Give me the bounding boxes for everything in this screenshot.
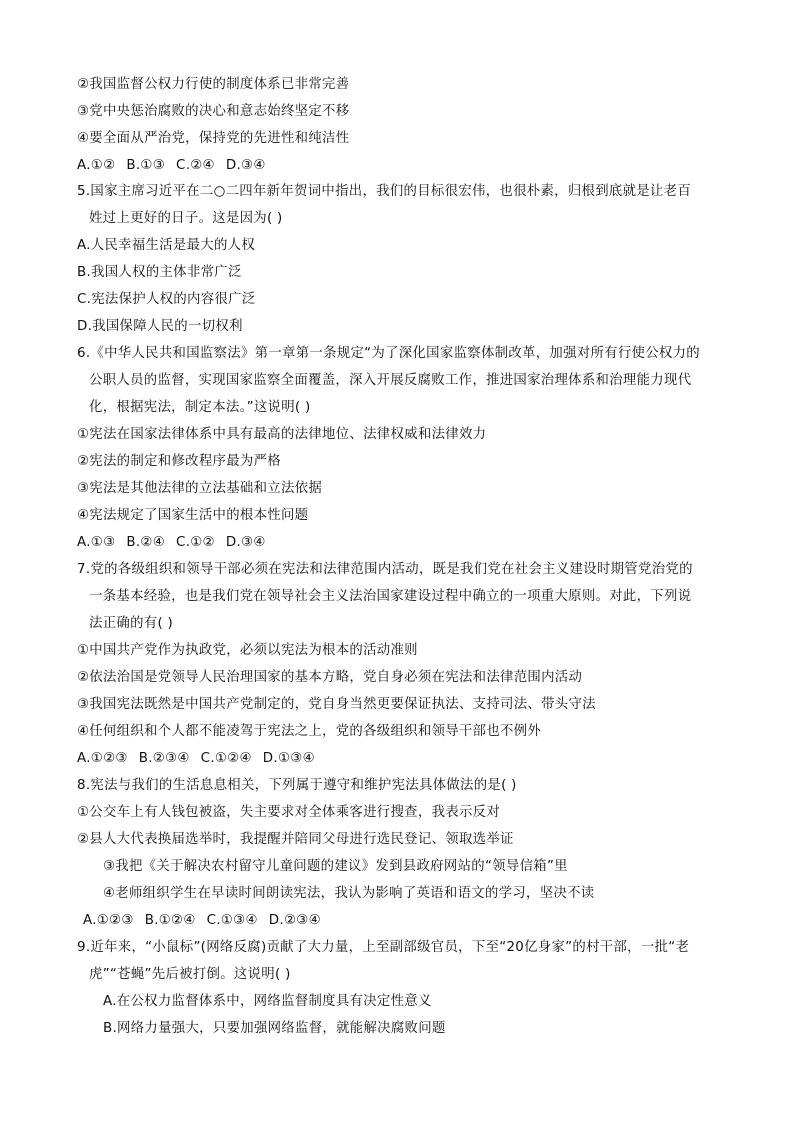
q9-option-a: A.在公权力监督体系中，网络监督制度具有决定性意义 (103, 994, 432, 1009)
q4-answer-a: A.①② (77, 158, 116, 173)
q7-answer-c: C.①②④ (200, 751, 252, 766)
q7-answer-choices (77, 749, 315, 769)
q8-answer-choices (83, 911, 321, 931)
q5-stem-line1: 5.国家主席习近平在二○二四年新年贺词中指出，我们的目标很宏伟，也很朴素，归根到底就是让老百 (77, 184, 692, 199)
q7-stem-line2: 一条基本经验，也是我们党在领导社会主义法治国家建设过程中确立的一项重大原则。对此，下列说 (89, 589, 692, 604)
q7-answer-b: B.②③④ (138, 751, 190, 766)
q9-stem-line1: 9.近年来，“小鼠标”(网络反腐)贡献了大力量，上至副部级官员，下至“20亿身家”的村干部，一批“老 (77, 940, 690, 955)
q8-answer-c: C.①③④ (206, 913, 258, 928)
q5-option-a: A.人民幸福生活是最大的人权 (77, 238, 256, 253)
q8-answer-a: A.①②③ (83, 913, 134, 928)
q7-option-2: ②依法治国是党领导人民治理国家的基本方略，党自身必须在宪法和法律范围内活动 (77, 670, 583, 685)
q4-answer-choices (77, 156, 266, 176)
q8-answer-d: D.②③④ (268, 913, 321, 928)
q4-option-4: ④要全面从严治党，保持党的先进性和纯洁性 (77, 131, 350, 146)
q4-answer-d: D.③④ (225, 158, 266, 173)
q6-answer-d: D.③④ (225, 535, 266, 550)
q7-answer-a: A.①②③ (77, 751, 128, 766)
q9-option-b: B.网络力量强大，只要加强网络监督，就能解决腐败问题 (103, 1021, 446, 1036)
q6-answer-c: C.①② (176, 535, 215, 550)
q5-stem-line2: 姓过上更好的日子。这是因为( ) (89, 211, 283, 226)
q6-stem-line2: 公职人员的监督，实现国家监察全面覆盖，深入开展反腐败工作，推进国家治理体系和治理能力现代 (89, 373, 692, 388)
q5-option-b: B.我国人权的主体非常广泛 (77, 265, 242, 280)
q4-answer-c: C.②④ (176, 158, 215, 173)
q8-option-2: ②县人大代表换届选举时，我提醒并陪同父母进行选民登记、领取选举证 (77, 832, 514, 847)
q5-option-c: C.宪法保护人权的内容很广泛 (77, 292, 256, 307)
q6-option-4: ④宪法规定了国家生活中的根本性问题 (77, 508, 309, 523)
q8-option-4: ④老师组织学生在早读时间朗读宪法，我认为影响了英语和语文的学习，坚决不读 (103, 886, 595, 901)
q6-option-3: ③宪法是其他法律的立法基础和立法依据 (77, 481, 323, 496)
q4-option-3: ③党中央惩治腐败的决心和意志始终坚定不移 (77, 104, 350, 119)
q4-option-2: ②我国监督公权力行使的制度体系已非常完善 (77, 77, 350, 92)
q7-option-4: ④任何组织和个人都不能凌驾于宪法之上，党的各级组织和领导干部也不例外 (77, 724, 542, 739)
q9-stem-line2: 虎”“苍蝇”先后被打倒。这说明( ) (89, 967, 291, 982)
q7-stem-line3: 法正确的有( ) (89, 616, 174, 631)
q8-stem-line1: 8.宪法与我们的生活息息相关，下列属于遵守和维护宪法具体做法的是( ) (77, 778, 517, 793)
q6-answer-b: B.②④ (126, 535, 166, 550)
q8-option-1: ①公交车上有人钱包被盗，失主要求对全体乘客进行搜查，我表示反对 (77, 805, 501, 820)
q5-option-d: D.我国保障人民的一切权利 (77, 319, 243, 334)
q7-stem-line1: 7.党的各级组织和领导干部必须在宪法和法律范围内活动，既是我们党在社会主义建设时期管党治党的 (77, 562, 693, 577)
q6-option-1: ①宪法在国家法律体系中具有最高的法律地位、法律权威和法律效力 (77, 427, 487, 442)
q6-option-2: ②宪法的制定和修改程序最为严格 (77, 454, 281, 469)
q6-answer-a: A.①③ (77, 535, 116, 550)
q7-option-1: ①中国共产党作为执政党，必须以宪法为根本的活动准则 (77, 643, 418, 658)
q8-option-3: ③我把《关于解决农村留守儿童问题的建议》发到县政府网站的“领导信箱”里 (103, 859, 568, 874)
q6-stem-line3: 化，根据宪法，制定本法。”这说明( ) (89, 400, 311, 415)
q7-answer-d: D.①③④ (262, 751, 315, 766)
q6-stem-line1: 6.《中华人民共和国监察法》第一章第一条规定“为了深化国家监察体制改革，加强对所有行使公权力的 (77, 346, 700, 361)
q8-answer-b: B.①②④ (144, 913, 196, 928)
q6-answer-choices (77, 533, 266, 553)
q4-answer-b: B.①③ (126, 158, 166, 173)
q7-option-3: ③我国宪法既然是中国共产党制定的，党自身当然更要保证执法、支持司法、带头守法 (77, 697, 596, 712)
